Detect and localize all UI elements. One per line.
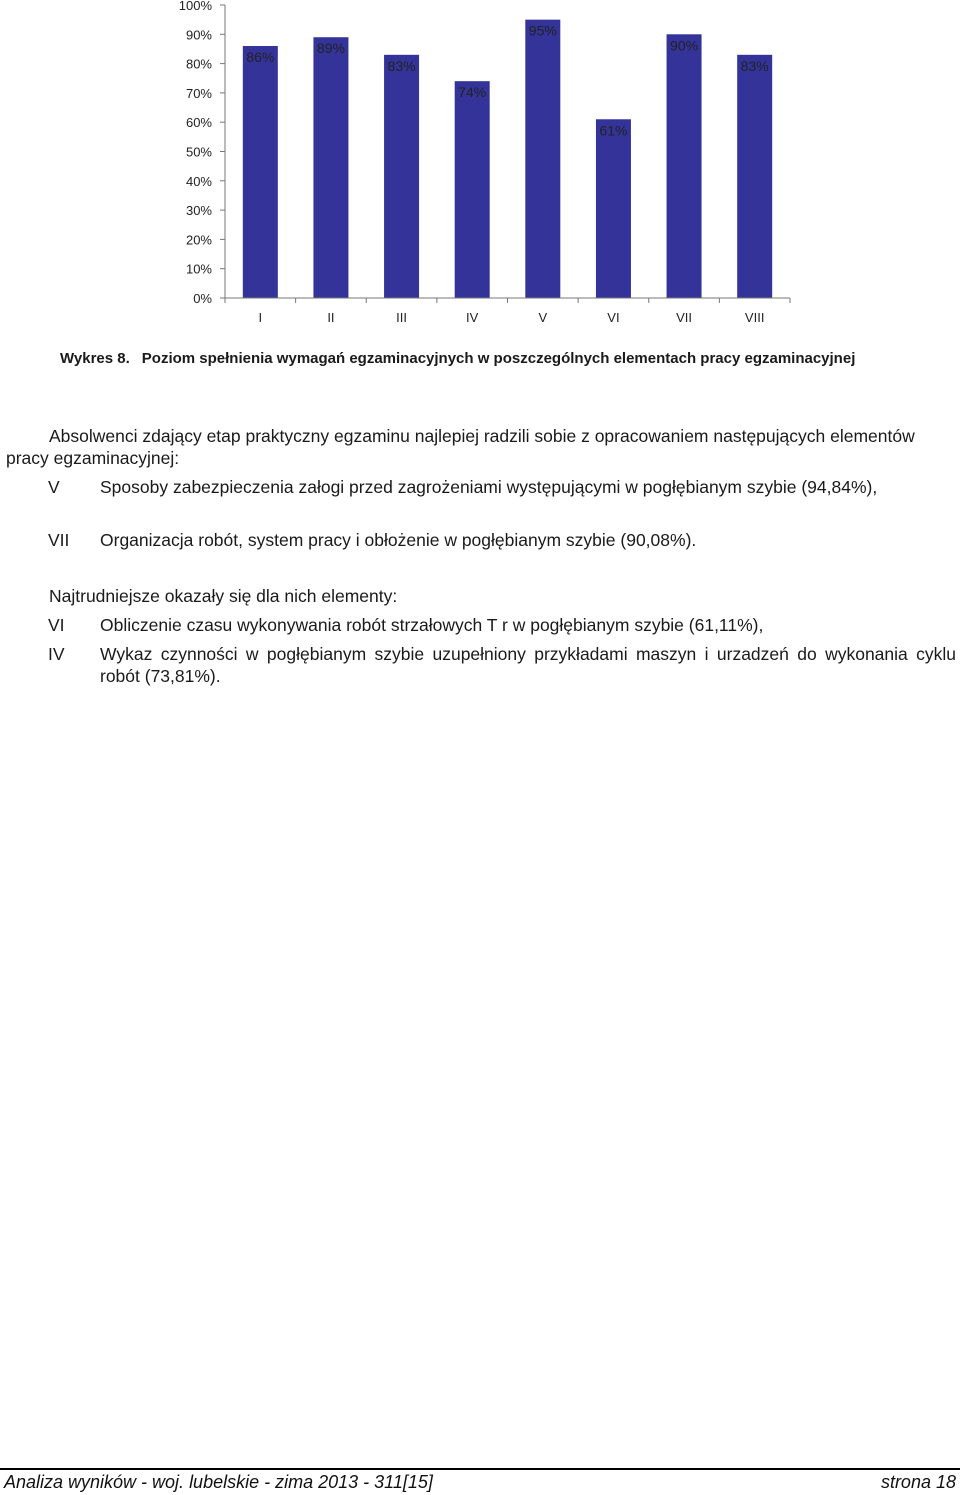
y-tick-label: 90% xyxy=(185,27,212,43)
x-tick-label: VII xyxy=(676,310,693,325)
data-label: 83% xyxy=(387,57,416,74)
x-tick-label: VI xyxy=(607,310,620,325)
y-tick-label: 30% xyxy=(185,203,212,219)
hardest-element-item xyxy=(48,614,956,636)
element-description: Wykaz czynności w pogłębianym szybie uzupełniony przykładami maszyn i urzadzeń do wykonania cyklu robót (73,81%). xyxy=(100,644,956,686)
y-tick-label: 20% xyxy=(185,232,212,248)
y-tick-label: 10% xyxy=(185,261,212,277)
data-label: 89% xyxy=(316,40,345,57)
y-tick-label: 50% xyxy=(185,144,212,160)
data-label: 95% xyxy=(528,22,557,39)
bars xyxy=(243,20,772,298)
y-tick-label: 100% xyxy=(178,0,212,13)
data-label: 83% xyxy=(740,57,769,74)
x-tick-label: I xyxy=(258,310,263,325)
hardest-element-item xyxy=(48,643,956,687)
y-tick-label: 40% xyxy=(185,173,212,189)
x-axis xyxy=(225,298,790,325)
bar xyxy=(313,37,348,298)
x-tick-label: IV xyxy=(466,310,479,325)
bar xyxy=(667,34,702,298)
data-label: 90% xyxy=(670,37,699,54)
y-tick-label: 80% xyxy=(185,56,212,72)
element-description: Sposoby zabezpieczenia załogi przed zagrożeniami występującymi w pogłębianym szybie (94,84%), xyxy=(100,477,878,497)
footer-divider xyxy=(0,1468,960,1470)
data-label: 74% xyxy=(458,84,487,101)
element-description: Organizacja robót, system pracy i obłożenie w pogłębianym szybie (90,08%). xyxy=(100,530,697,550)
element-number: IV xyxy=(48,644,65,664)
data-label: 86% xyxy=(246,49,275,66)
page-number: strona 18 xyxy=(880,1472,956,1492)
caption-text: Poziom spełnienia wymagań egzaminacyjnych w poszczególnych elementach pracy egzaminacyjnej xyxy=(141,350,856,367)
element-description: Obliczenie czasu wykonywania robót strzałowych T r w pogłębianym szybie (61,11%), xyxy=(100,615,764,635)
bar xyxy=(243,46,278,298)
y-axis xyxy=(179,0,225,306)
x-tick-label: VIII xyxy=(744,310,765,325)
element-number: V xyxy=(48,477,60,497)
y-tick-label: 70% xyxy=(185,85,212,101)
x-tick-label: V xyxy=(538,310,548,325)
bar xyxy=(737,55,772,298)
x-tick-label: II xyxy=(327,310,335,325)
element-number: VI xyxy=(48,615,65,635)
bar xyxy=(455,81,490,298)
bar xyxy=(384,55,419,298)
bar xyxy=(596,119,631,298)
best-element-item xyxy=(48,476,956,498)
x-tick-label: III xyxy=(396,310,407,325)
bar xyxy=(525,20,560,298)
y-tick-label: 0% xyxy=(193,291,212,306)
data-label: 61% xyxy=(599,122,628,139)
hardest-heading: Najtrudniejsze okazały się dla nich elementy: xyxy=(49,586,398,606)
element-number: VII xyxy=(48,530,70,550)
intro-paragraph: Absolwenci zdający etap praktyczny egzaminu najlepiej radzili sobie z opracowaniem następujących elementów pracy egzaminacyjnej: xyxy=(6,426,915,468)
footer-title: Analiza wyników - woj. lubelskie - zima 2013 - 311[15] xyxy=(4,1472,433,1492)
best-element-item xyxy=(48,529,956,551)
y-tick-label: 60% xyxy=(185,115,212,131)
chart-caption xyxy=(60,350,855,367)
bar-chart xyxy=(0,0,960,335)
caption-label: Wykres 8. xyxy=(60,350,130,367)
